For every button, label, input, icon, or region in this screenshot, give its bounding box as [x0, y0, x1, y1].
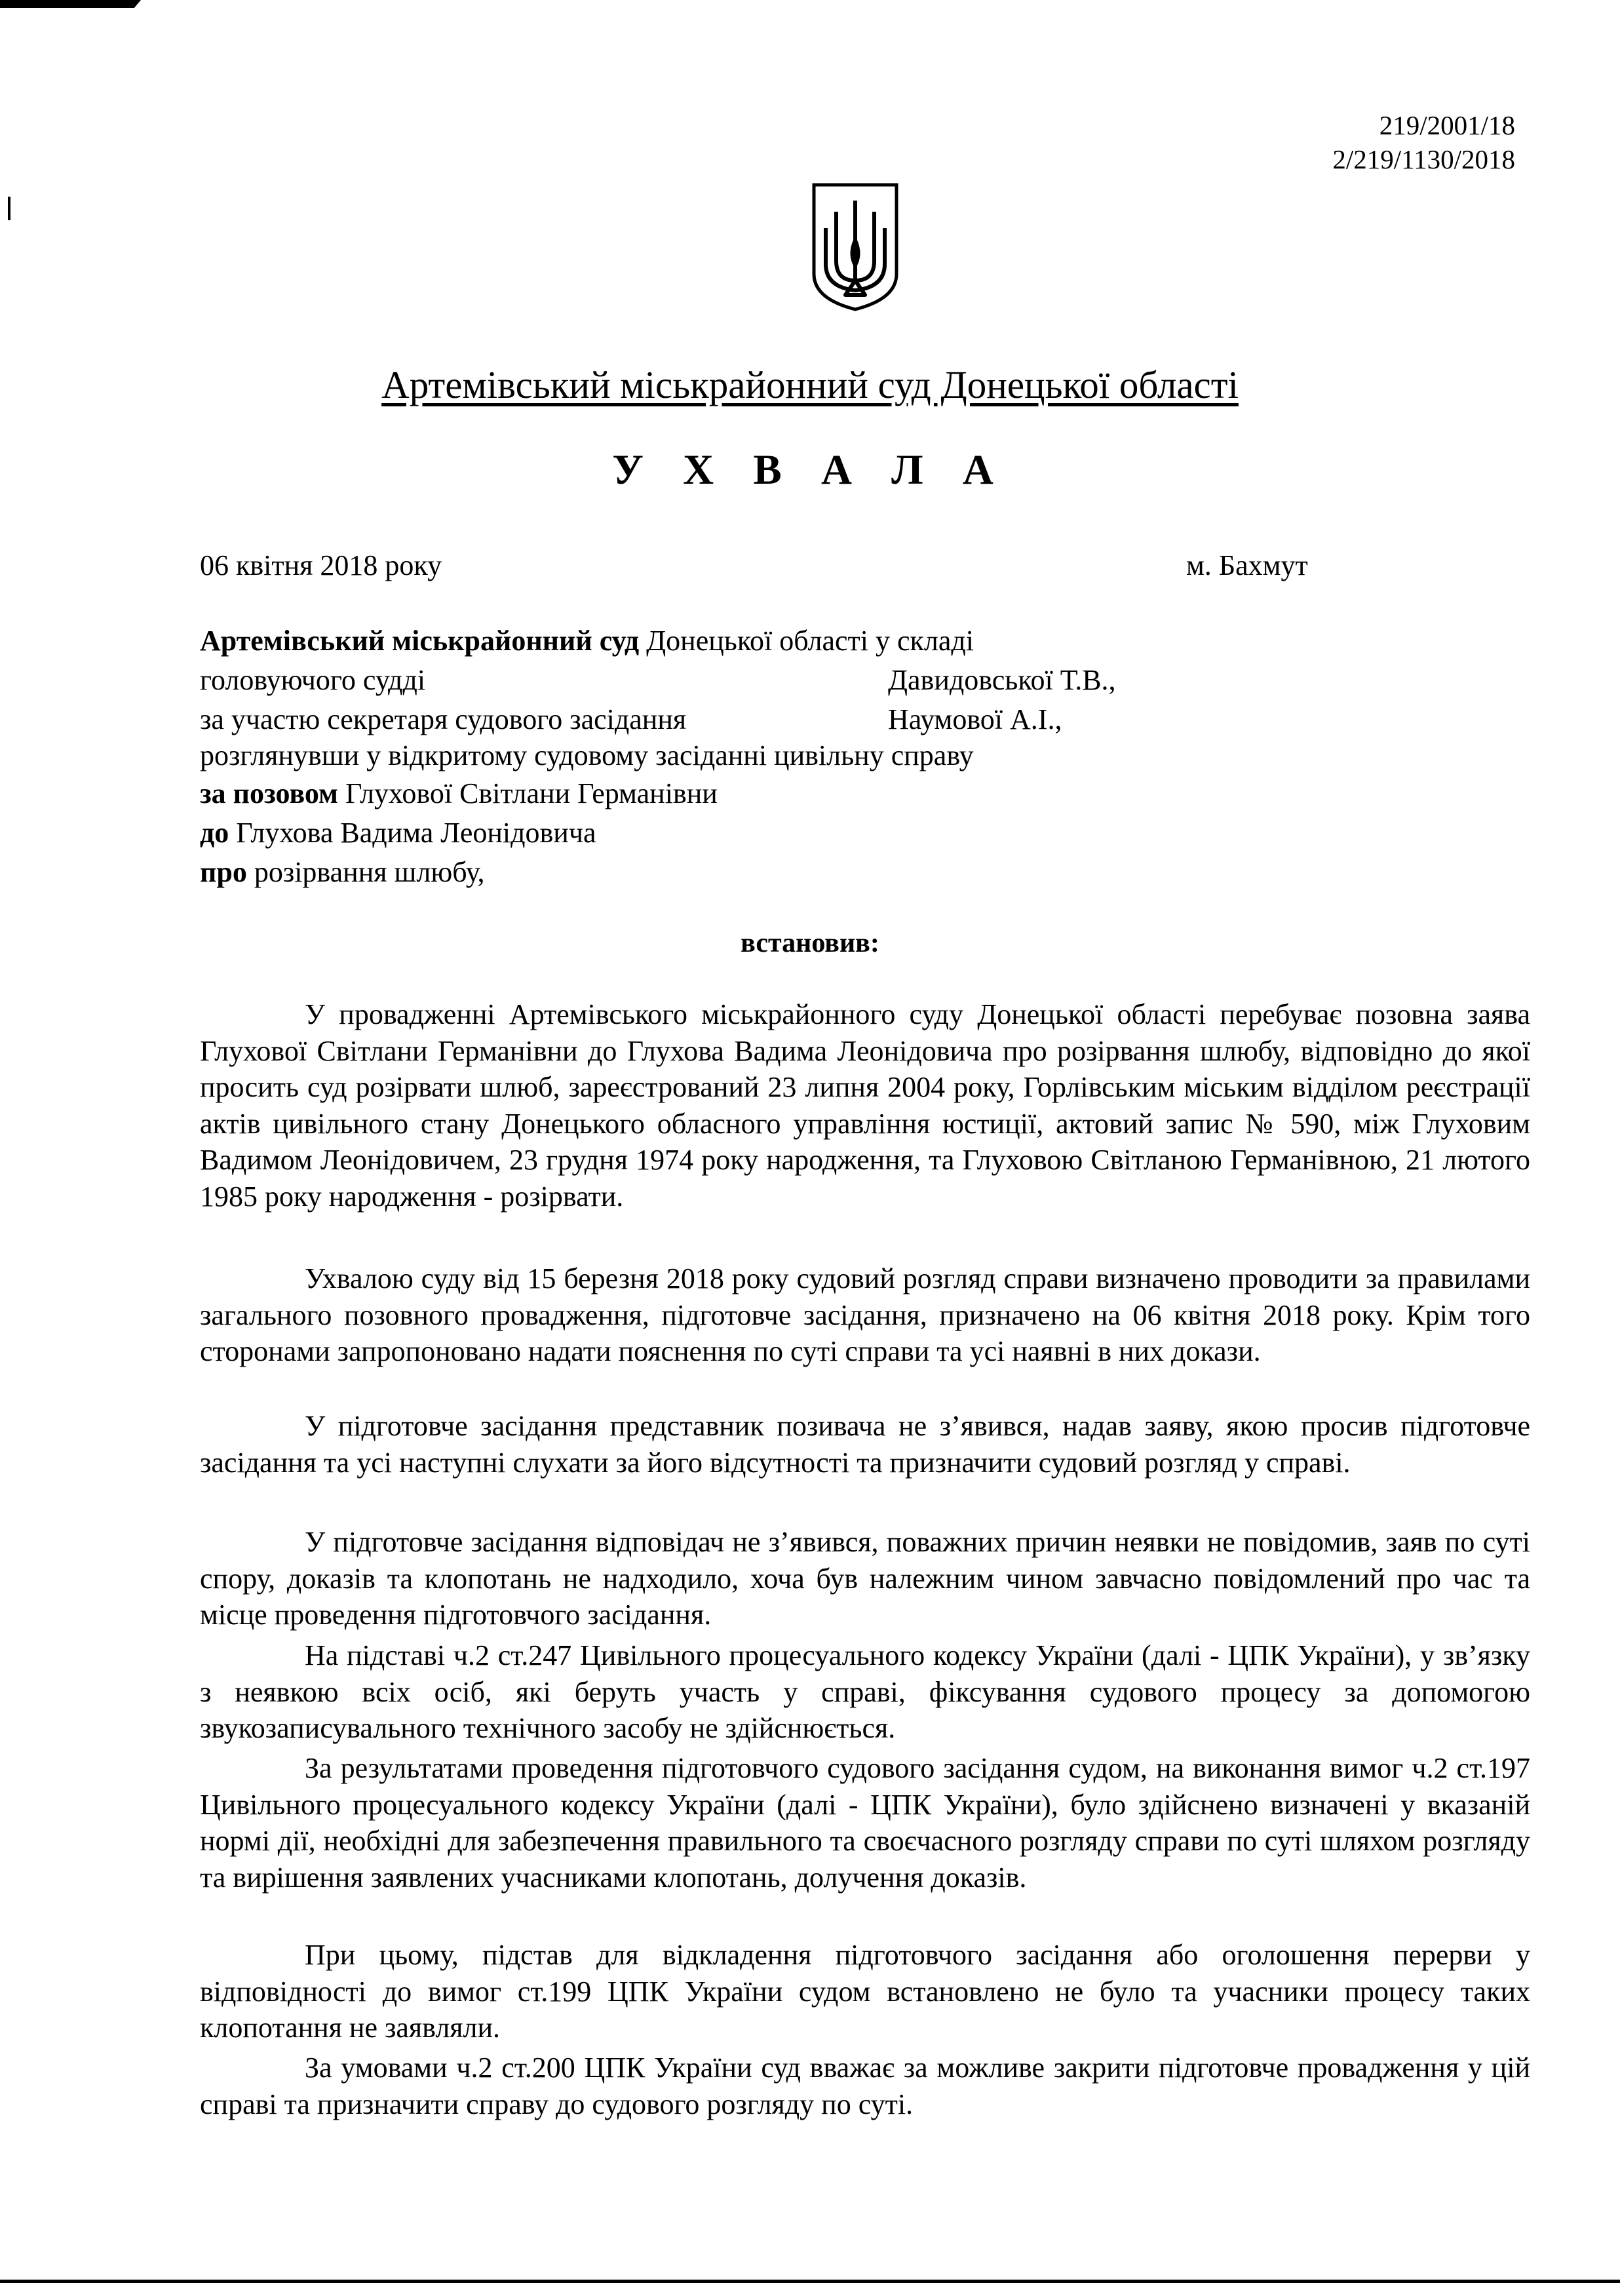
secretary-name: Наумової А.І., — [888, 703, 1062, 735]
court-title: Артемівський міськрайонний суд Донецької області — [381, 363, 1239, 406]
intro-considered-line: розглянувши у відкритому судовому засіданні цивільну справу — [200, 739, 974, 771]
paragraph-4: У підготовче засідання відповідач не з’явився, поважних причин неявки не повідомив, заяв по суті спору, доказів та клопотань не надходило, хоча був належним чином завчасно повідомлений про час та місце проведення підготовчого засідання. — [200, 1526, 1530, 1631]
intro-defendant-line — [200, 816, 596, 849]
paragraph-5: На підставі ч.2 ст.247 Цивільного процесуального кодексу України (далі - ЦПК України), у зв’язку з неявкою всіх осіб, які беруть участь у справі, фіксування судового процесу за допомогою звукозаписувального технічного засобу не здійснюється. — [200, 1639, 1530, 1744]
intro-claim-line — [200, 777, 718, 810]
case-number: 219/2001/18 — [1379, 110, 1515, 140]
intro-court-line — [200, 624, 974, 657]
paragraph-6: За результатами проведення підготовчого судового засідання судом, на виконання вимог ч.2 ст.197 Цивільного процесуального кодексу України (далі - ЦПК України), було здійснено визначені у вказаній нормі дії, необхідні для забезпечення правильного та своєчасного розгляду справи по суті шляхом розгляду та вирішення заявлених учасниками клопотань, долучення доказів. — [200, 1752, 1530, 1894]
paragraph-7: При цьому, підстав для відкладення підготовчого засідання або оголошення перерви у відповідності до вимог ст.199 ЦПК України судом встановлено не було та учасники процесу таких клопотання не заявляли. — [200, 1939, 1530, 2044]
intro-subject-line — [200, 855, 485, 889]
defendant-bold: до — [200, 817, 229, 849]
document-date: 06 квітня 2018 року — [200, 549, 442, 581]
case-number-secondary: 2/219/1130/2018 — [1332, 144, 1515, 174]
subject-rest: розірвання шлюбу, — [246, 856, 485, 888]
case-numbers — [1332, 108, 1515, 176]
intro-judge-line — [200, 663, 1379, 697]
paragraph-8: За умовами ч.2 ст.200 ЦПК України суд вважає за можливе закрити підготовче провадження у цій справі та призначити справу до судового розгляду по суті. — [200, 2052, 1530, 2120]
document-city: м. Бахмут — [1186, 549, 1308, 581]
subject-bold: про — [200, 856, 247, 888]
judge-name: Давидовської Т.В., — [888, 664, 1116, 696]
paragraph-3: У підготовче засідання представник позивача не з’явився, надав заяву, якою просив підготовче засідання та усі наступні слухати за його відсутності та призначити судовий розгляд у справі. — [200, 1410, 1530, 1479]
intro-court-bold: Артемівський міськрайонний суд — [200, 625, 640, 657]
judge-label: головуючого судді — [200, 664, 426, 696]
defendant-rest: Глухова Вадима Леонідовича — [229, 817, 596, 849]
paragraph-2: Ухвалою суду від 15 березня 2018 року судовий розгляд справи визначено проводити за правилами загального позовного провадження, підготовче засідання, призначено на 06 квітня 2018 року. Крім того сторонами запропоновано надати пояснення по суті справи та усі наявні в них докази. — [200, 1262, 1530, 1367]
coat-of-arms-icon — [811, 182, 899, 312]
intro-court-rest: Донецької області у складі — [639, 625, 974, 657]
ruling-heading: встановив: — [741, 928, 879, 958]
claim-rest: Глухової Світлани Германівни — [338, 777, 718, 809]
scan-bottom-line — [0, 2280, 1620, 2283]
document-type: У Х В А Л А — [612, 446, 1008, 494]
paragraph-1: У провадженні Артемівського міськрайонного суду Донецької області перебуває позовна заява Глухової Світлани Германівни до Глухова Вадима Леонідовича про розірвання шлюбу, відповідно до якої просить суд розірвати шлюб, зареєстрований 23 липня 2004 року, Горлівським міським відділом реєстрації актів цивільного стану Донецького обласного управління юстиції, актовий запис № 590, між Глуховим Вадимом Леонідовичем, 23 грудня 1974 року народження, та Глуховою Світланою Германівною, 21 лютого 1985 року народження - розірвати. — [200, 998, 1530, 1213]
secretary-label: за участю секретаря судового засідання — [200, 703, 687, 735]
scan-corner-mark — [0, 0, 141, 8]
intro-secretary-line — [200, 703, 1379, 736]
scan-edge-mark — [8, 197, 10, 220]
claim-bold: за позовом — [200, 777, 338, 809]
